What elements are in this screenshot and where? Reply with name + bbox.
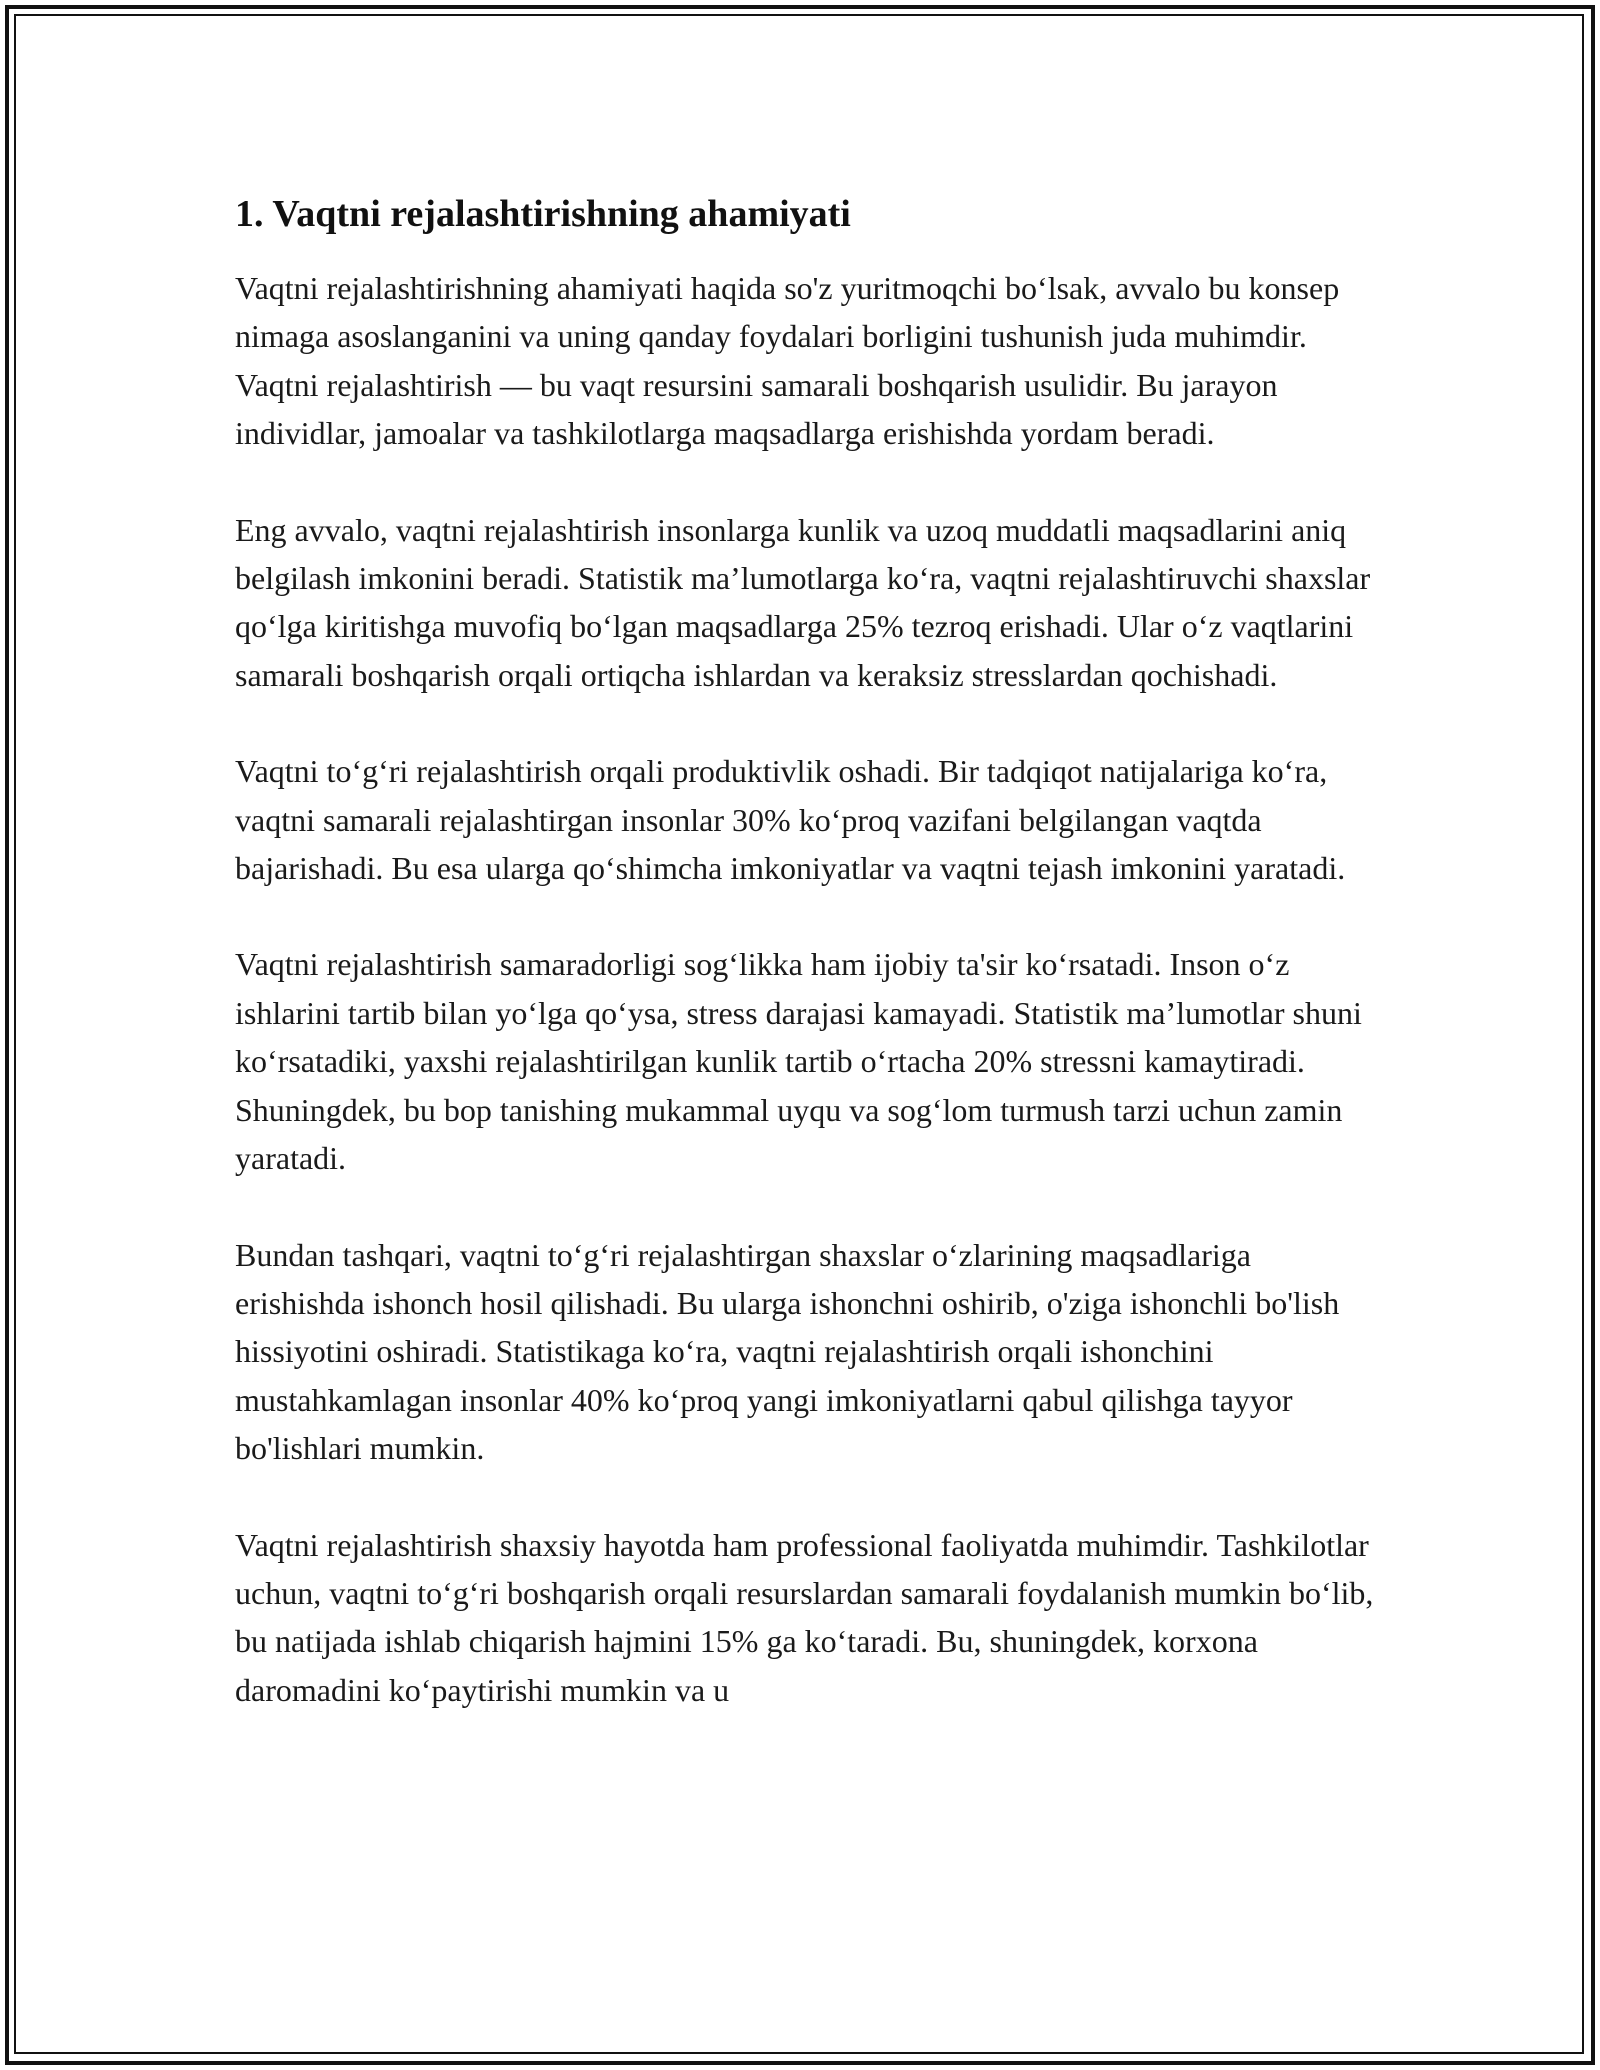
paragraph: Bundan tashqari, vaqtni to‘g‘ri rejalashtirgan shaxslar o‘zlarining maqsadlariga erishishda ishonch hosil qilishadi. Bu ularga ishonchni oshirib, o'ziga ishonchli bo'lish hissiyotini oshiradi. Statistikaga ko‘ra, vaqtni rejalashtirish orqali ishonchini mustahkamlagan insonlar 40% ko‘proq yangi imkoniyatlarni qabul qilishga tayyor bo'lishlari mumkin. [235,1236,1340,1467]
paragraph: Eng avvalo, vaqtni rejalashtirish insonlarga kunlik va uzoq muddatli maqsadlarini aniq belgilash imkonini beradi. Statistik ma’lumotlarga ko‘ra, vaqtni rejalashtiruvchi shaxslar qo‘lga kiritishga muvofiq bo‘lgan maqsadlarga 25% tezroq erishadi. Ular o‘z vaqtlarini samarali boshqarish orqali ortiqcha ishlardan va keraksiz stresslardan qochishadi. [235,511,1371,693]
document-body [235,186,1375,1762]
paragraph: Vaqtni rejalashtirishning ahamiyati haqida so'z yuritmoqchi bo‘lsak, avvalo bu konsep nimaga asoslanganini va uning qanday foydalari borligini tushunish juda muhimdir. Vaqtni rejalashtirish — bu vaqt resursini samarali boshqarish usulidir. Bu jarayon individlar, jamoalar va tashkilotlarga maqsadlarga erishishda yordam beradi. [235,270,1340,452]
paragraph: Vaqtni rejalashtirish shaxsiy hayotda ham professional faoliyatda muhimdir. Tashkilotlar uchun, vaqtni to‘g‘ri boshqarish orqali resurslardan samarali foydalanish mumkin bo‘lib, bu natijada ishlab chiqarish hajmini 15% ga ko‘taradi. Bu, shuningdek, korxona daromadini ko‘paytirishi mumkin va u [235,1526,1374,1708]
section-heading: 1. Vaqtni rejalashtirishning ahamiyati [235,193,851,235]
paragraph: Vaqtni rejalashtirish samaradorligi sog‘likka ham ijobiy ta'sir ko‘rsatadi. Inson o‘z ishlarini tartib bilan yo‘lga qo‘ysa, stress darajasi kamayadi. Statistik ma’lumotlar shuni ko‘rsatadiki, yaxshi rejalashtirilgan kunlik tartib o‘rtacha 20% stressni kamaytiradi. Shuningdek, bu bop tanishing mukammal uyqu va sog‘lom turmush tarzi uchun zamin yaratadi. [235,946,1362,1177]
paragraph: Vaqtni to‘g‘ri rejalashtirish orqali produktivlik oshadi. Bir tadqiqot natijalariga ko‘ra, vaqtni samarali rejalashtirgan insonlar 30% ko‘proq vazifani belgilangan vaqtda bajarishadi. Bu esa ularga qo‘shimcha imkoniyatlar va vaqtni tejash imkonini yaratadi. [235,753,1346,887]
